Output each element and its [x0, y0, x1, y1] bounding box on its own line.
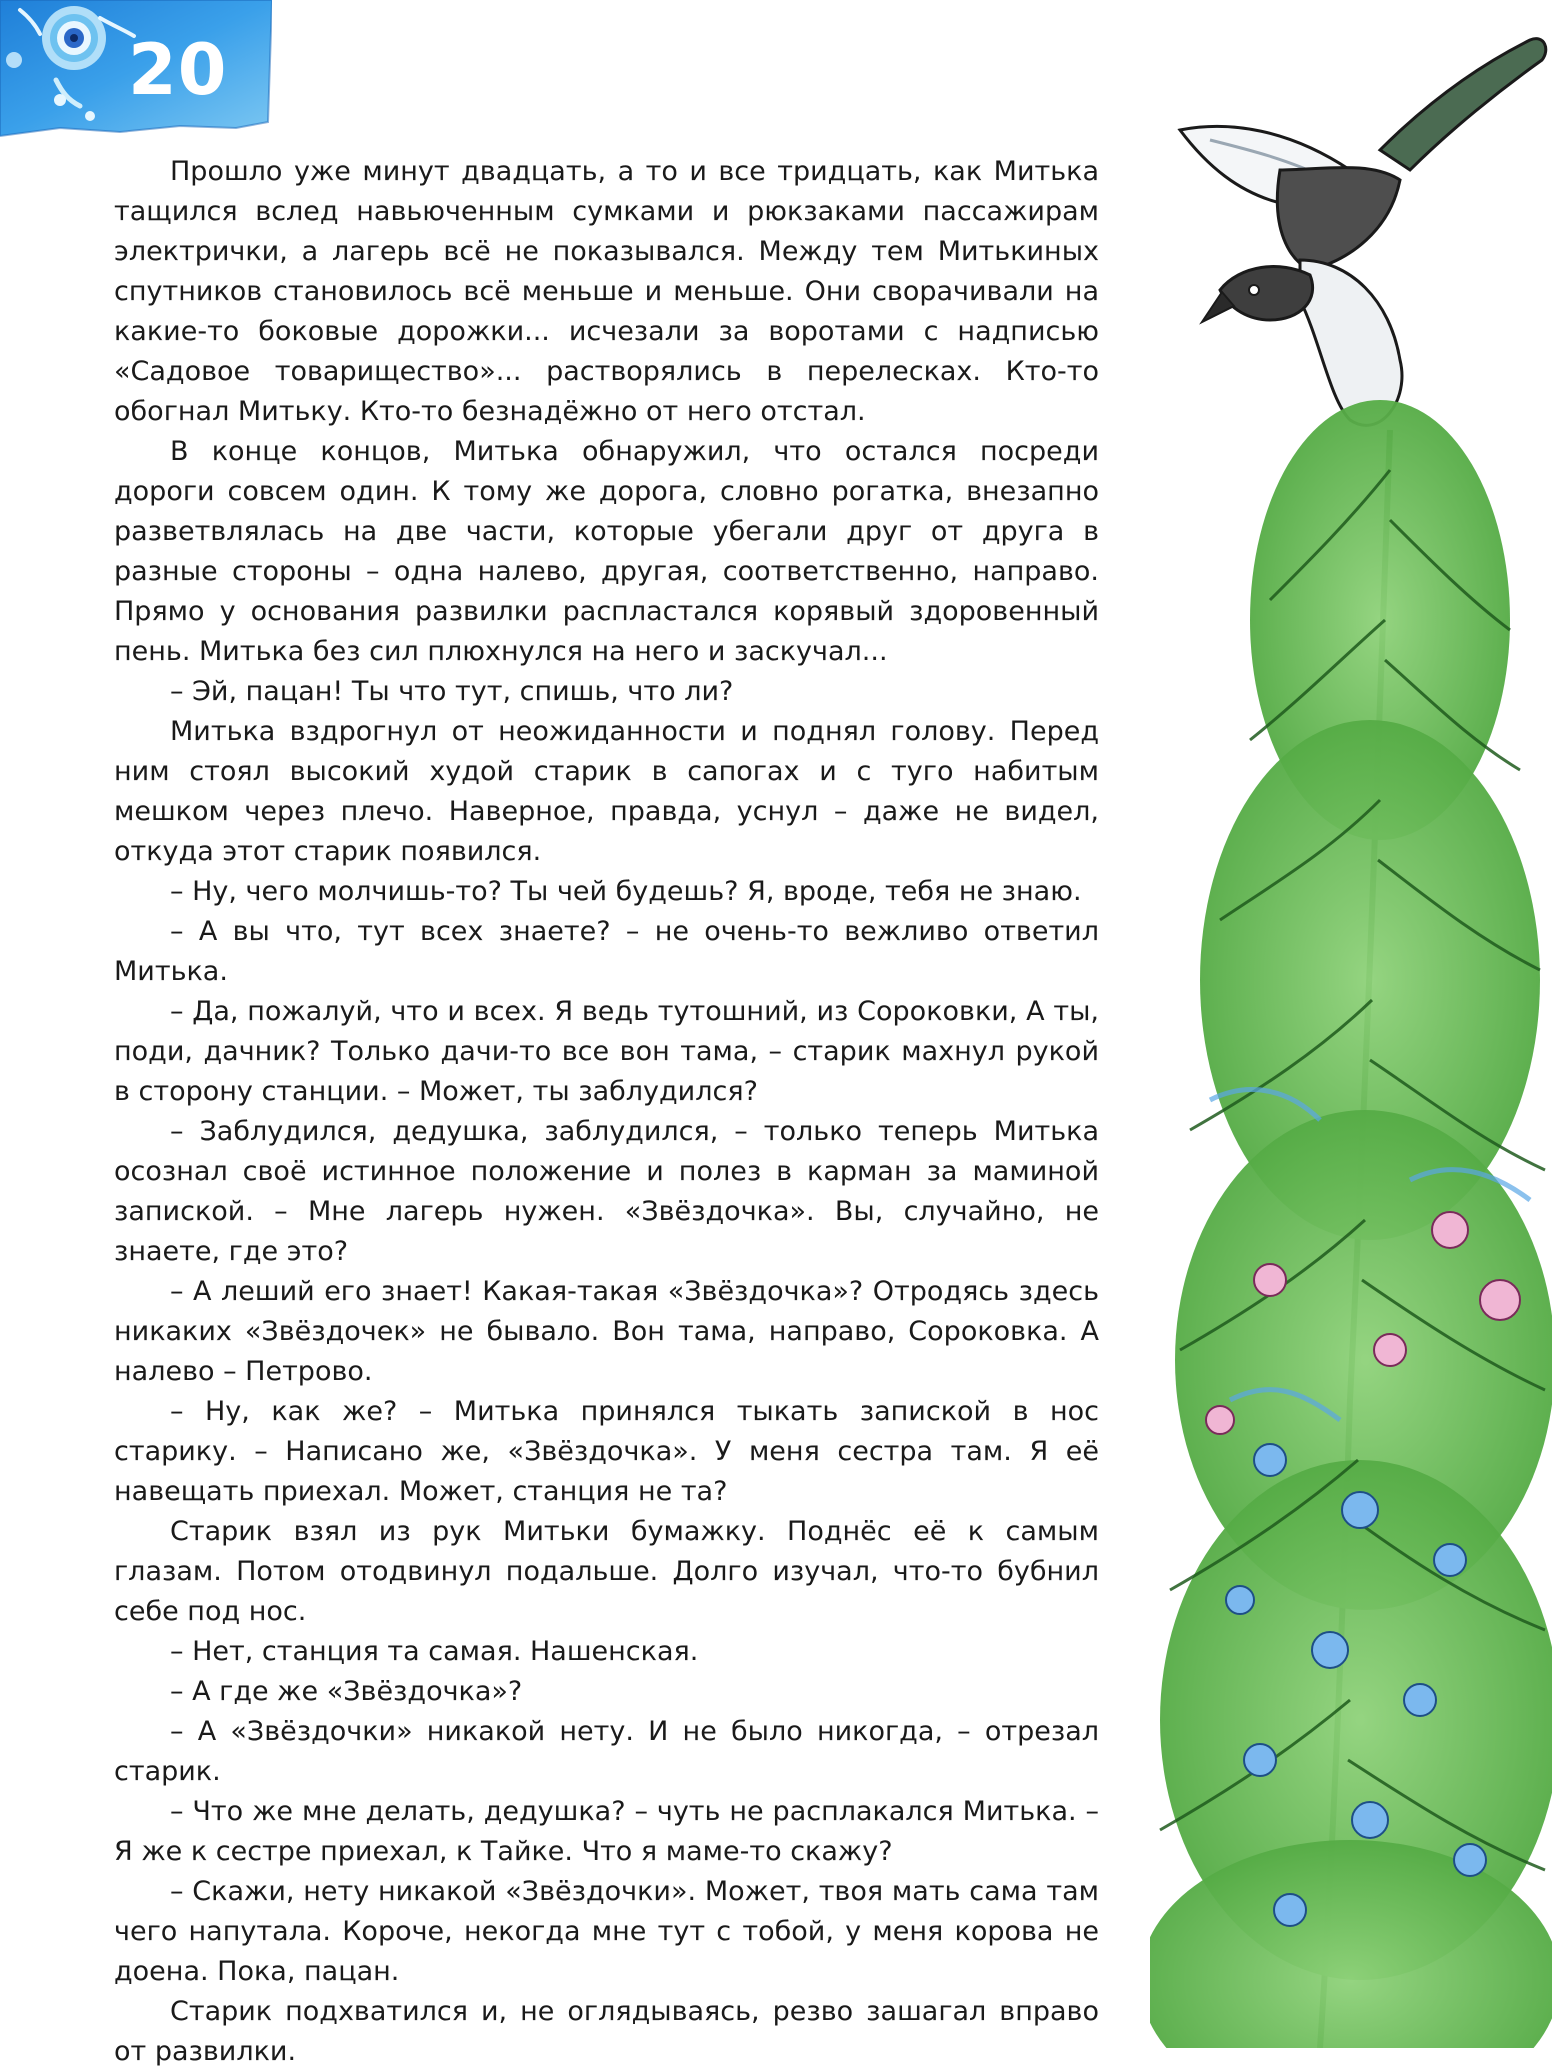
paragraph: – А вы что, тут всех знаете? – не очень-то вежливо ответил Митька. [114, 916, 1099, 987]
paragraph: В конце концов, Митька обнаружил, что остался посреди дороги совсем один. К тому же дорога, словно рогатка, внезапно разветвлялась на две части, которые убегали друг от друга в разные стороны – одна налево, другая, соответственно, направо. Прямо у основания развилки распластался корявый здоровенный пень. Митька без сил плюхнулся на него и заскучал... [114, 436, 1099, 667]
paragraph: – Заблудился, дедушка, заблудился, – только теперь Митька осознал своё истинное положение и полез в карман за маминой запиской. – Мне лагерь нужен. «Звёздочка». Вы, случайно, не знаете, где это? [114, 1116, 1099, 1267]
paragraph: – Да, пожалуй, что и всех. Я ведь тутошний, из Сороковки, А ты, поди, дачник? Только дачи-то все вон тама, – старик махнул рукой в сторону станции. – Может, ты заблудился? [114, 996, 1099, 1107]
fir-branch-icon [1150, 400, 1552, 2048]
paragraph: – А где же «Звёздочка»? [170, 1676, 523, 1707]
paragraph: – Ну, чего молчишь-то? Ты чей будешь? Я, вроде, тебя не знаю. [170, 876, 1082, 907]
magpie-icon [1180, 39, 1546, 426]
paragraph: Митька вздрогнул от неожиданности и поднял голову. Перед ним стоял высокий худой старик в сапогах и с туго набитым мешком через плечо. Наверное, правда, уснул – даже не видел, откуда этот старик появился. [114, 716, 1099, 867]
paragraph: Старик подхватился и, не оглядываясь, резво зашагал вправо от развилки. [114, 1996, 1099, 2067]
illustration-canvas [1150, 0, 1552, 2048]
paragraph: – Ну, как же? – Митька принялся тыкать запиской в нос старику. – Написано же, «Звёздочка». У меня сестра там. Я её навещать приехал. Может, станция не та? [114, 1396, 1099, 1507]
paragraph: – Нет, станция та самая. Нашенская. [170, 1636, 699, 1667]
paragraph: – А леший его знает! Какая-такая «Звёздочка»? Отродясь здесь никаких «Звёздочек» не бывало. Вон тама, направо, Сороковка. А налево – Петрово. [114, 1276, 1099, 1387]
paragraph: – А «Звёздочки» никакой нету. И не было никогда, – отрезал старик. [114, 1716, 1099, 1787]
page-number: 20 [128, 29, 228, 111]
paragraph: Прошло уже минут двадцать, а то и все тридцать, как Митька тащился вслед навьюченным сумками и рюкзаками пассажирам электрички, а лагерь всё не показывался. Между тем Митькиных спутников становилось всё меньше и меньше. Они сворачивали на какие-то боковые дорожки... исчезали за воротами с надписью «Садовое товарищество»... растворялись в перелесках. Кто-то обогнал Митьку. Кто-то безнадёжно от него отстал. [114, 156, 1099, 427]
paragraph: – Что же мне делать, дедушка? – чуть не расплакался Митька. – Я же к сестре приехал, к Тайке. Что я маме-то скажу? [114, 1796, 1099, 1867]
paragraph: – Скажи, нету никакой «Звёздочки». Может, твоя мать сама там чего напутала. Короче, некогда мне тут с тобой, у меня корова не доена. Пока, пацан. [114, 1876, 1099, 1987]
story-text [114, 152, 1099, 2072]
page-number-badge [0, 0, 272, 140]
illustration [1150, 0, 1552, 2048]
paragraph: Старик взял из рук Митьки бумажку. Поднёс её к самым глазам. Потом отодвинул подальше. Долго изучал, что-то бубнил себе под нос. [114, 1516, 1099, 1627]
paragraph: – Эй, пацан! Ты что тут, спишь, что ли? [170, 676, 734, 707]
